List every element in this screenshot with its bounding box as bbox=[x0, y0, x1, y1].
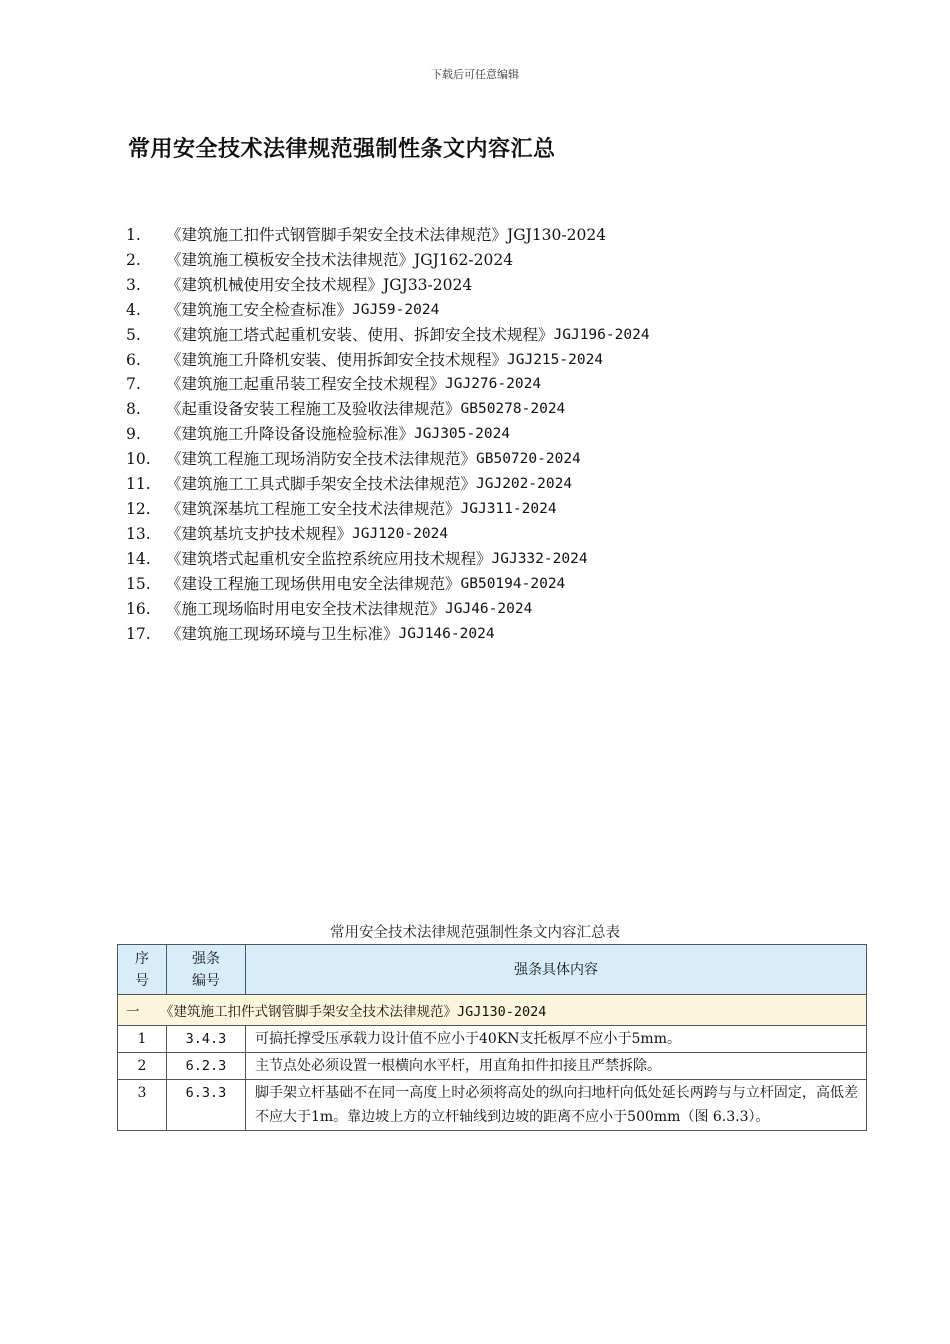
standard-code: JGJ146-2024 bbox=[398, 625, 495, 642]
standard-code: JGJ305-2024 bbox=[414, 426, 511, 443]
list-item-number: 14. bbox=[126, 549, 151, 568]
standard-name: 《起重设备安装工程施工及验收法律规范》 bbox=[166, 400, 461, 419]
standard-name: 《建筑施工升降机安装、使用拆卸安全技术规程》 bbox=[166, 350, 508, 369]
row-code: 3.4.3 bbox=[167, 1026, 246, 1053]
list-item bbox=[126, 447, 650, 472]
list-item-number: 4. bbox=[126, 300, 141, 319]
standard-code: JGJ196-2024 bbox=[553, 326, 650, 343]
standard-name: 《建筑施工模板安全技术法律规范》 bbox=[166, 250, 415, 269]
table-header-row bbox=[118, 945, 867, 995]
list-item bbox=[126, 273, 650, 298]
row-content: 主节点处必须设置一根横向水平杆，用直角扣件扣接且严禁拆除。 bbox=[246, 1053, 867, 1080]
section-cell bbox=[118, 995, 867, 1026]
list-item-number: 11. bbox=[126, 475, 151, 494]
row-number: 1 bbox=[118, 1026, 167, 1053]
table-row bbox=[118, 1080, 867, 1131]
table-row bbox=[118, 1053, 867, 1080]
section-index: 一 bbox=[126, 1004, 140, 1020]
standard-name: 《建设工程施工现场供用电安全法律规范》 bbox=[166, 574, 461, 593]
list-item bbox=[126, 348, 650, 373]
list-item-number: 12. bbox=[126, 499, 151, 518]
standard-code: JGJ120-2024 bbox=[352, 525, 449, 542]
standard-name: 《建筑塔式起重机安全监控系统应用技术规程》 bbox=[166, 549, 492, 568]
list-item bbox=[126, 497, 650, 522]
list-item bbox=[126, 472, 650, 497]
row-code: 6.2.3 bbox=[167, 1053, 246, 1080]
list-item bbox=[126, 547, 650, 572]
row-content: 可搞托撑受压承载力设计值不应小于40KN支托板厚不应小于5mm。 bbox=[246, 1026, 867, 1053]
standard-code: JGJ33-2024 bbox=[383, 275, 473, 294]
list-item bbox=[126, 597, 650, 622]
header-no bbox=[118, 945, 167, 995]
standard-name: 《建筑机械使用安全技术规程》 bbox=[166, 275, 384, 294]
list-item bbox=[126, 323, 650, 348]
table-row bbox=[118, 1026, 867, 1053]
standard-code: JGJ46-2024 bbox=[445, 600, 533, 617]
standard-code: JGJ59-2024 bbox=[352, 301, 440, 318]
list-item-number: 10. bbox=[126, 450, 151, 469]
list-item bbox=[126, 248, 650, 273]
row-number: 3 bbox=[118, 1080, 167, 1131]
standards-list bbox=[126, 223, 650, 646]
standard-code: JGJ215-2024 bbox=[507, 351, 604, 368]
list-item-number: 7. bbox=[126, 375, 141, 394]
header-code-line2: 编号 bbox=[192, 972, 220, 989]
row-code: 6.3.3 bbox=[167, 1080, 246, 1131]
header-code bbox=[167, 945, 246, 995]
standard-code: GB50720-2024 bbox=[476, 451, 581, 468]
page-title: 常用安全技术法律规范强制性条文内容汇总 bbox=[128, 136, 556, 162]
standard-name: 《建筑施工起重吊装工程安全技术规程》 bbox=[166, 375, 446, 394]
standard-name: 《建筑施工扣件式钢管脚手架安全技术法律规范》 bbox=[166, 226, 508, 244]
standard-code: JGJ276-2024 bbox=[445, 376, 542, 393]
list-item-number: 17. bbox=[126, 624, 151, 643]
section-title: 《建筑施工扣件式钢管脚手架安全技术法律规范》JGJ130-2024 bbox=[160, 1004, 547, 1020]
list-item bbox=[126, 397, 650, 422]
header-no-line2: 号 bbox=[135, 972, 149, 989]
list-item bbox=[126, 223, 650, 248]
list-item-number: 6. bbox=[126, 350, 141, 369]
standard-code: JGJ332-2024 bbox=[491, 550, 588, 567]
list-item-number: 8. bbox=[126, 400, 141, 419]
standard-code: JGJ311-2024 bbox=[460, 500, 557, 517]
header-note: 下载后可任意编辑 bbox=[431, 68, 519, 81]
standard-name: 《建筑施工升降设备设施检验标准》 bbox=[166, 425, 415, 444]
list-item bbox=[126, 572, 650, 597]
header-code-line1: 强条 bbox=[192, 950, 220, 967]
list-item-number: 2. bbox=[126, 250, 141, 269]
standard-name: 《建筑施工现场环境与卫生标准》 bbox=[166, 624, 399, 643]
table-caption: 常用安全技术法律规范强制性条文内容汇总表 bbox=[330, 925, 620, 941]
standard-name: 《建筑工程施工现场消防安全技术法律规范》 bbox=[166, 450, 477, 469]
standard-code: GB50194-2024 bbox=[460, 575, 566, 592]
standard-name: 《施工现场临时用电安全技术法律规范》 bbox=[166, 599, 446, 618]
standard-name: 《建筑施工工具式脚手架安全技术法律规范》 bbox=[166, 475, 477, 494]
regulations-table bbox=[117, 944, 867, 1131]
list-item bbox=[126, 522, 650, 547]
list-item-number: 15. bbox=[126, 574, 151, 593]
list-item-number: 3. bbox=[126, 275, 141, 294]
header-content: 强条具体内容 bbox=[246, 945, 867, 995]
list-item bbox=[126, 422, 650, 447]
list-item-number: 5. bbox=[126, 325, 141, 344]
list-item bbox=[126, 372, 650, 397]
section-row bbox=[118, 995, 867, 1026]
header-no-line1: 序 bbox=[135, 950, 149, 967]
list-item-number: 13. bbox=[126, 524, 151, 543]
standard-name: 《建筑施工塔式起重机安装、使用、拆卸安全技术规程》 bbox=[166, 325, 554, 344]
standard-code: JGJ162-2024 bbox=[414, 250, 514, 269]
standard-code: JGJ202-2024 bbox=[476, 476, 573, 493]
list-item-number: 9. bbox=[126, 425, 141, 444]
standard-code: GB50278-2024 bbox=[460, 401, 566, 418]
standard-name: 《建筑基坑支护技术规程》 bbox=[166, 524, 353, 543]
standard-name: 《建筑深基坑工程施工安全技术法律规范》 bbox=[166, 499, 461, 518]
row-content: 脚手架立杆基础不在同一高度上时必须将高处的纵向扫地杆向低处延长两跨与与立杆固定，高低差不应大于1m。靠边坡上方的立杆轴线到边坡的距离不应小于500mm（图 6.3.3）。 bbox=[246, 1080, 867, 1131]
standard-code: JGJ130-2024 bbox=[507, 226, 607, 244]
standard-name: 《建筑施工安全检查标准》 bbox=[166, 300, 353, 319]
row-number: 2 bbox=[118, 1053, 167, 1080]
list-item-number: 1. bbox=[126, 226, 141, 244]
list-item bbox=[126, 298, 650, 323]
list-item-number: 16. bbox=[126, 599, 151, 618]
list-item bbox=[126, 622, 650, 647]
